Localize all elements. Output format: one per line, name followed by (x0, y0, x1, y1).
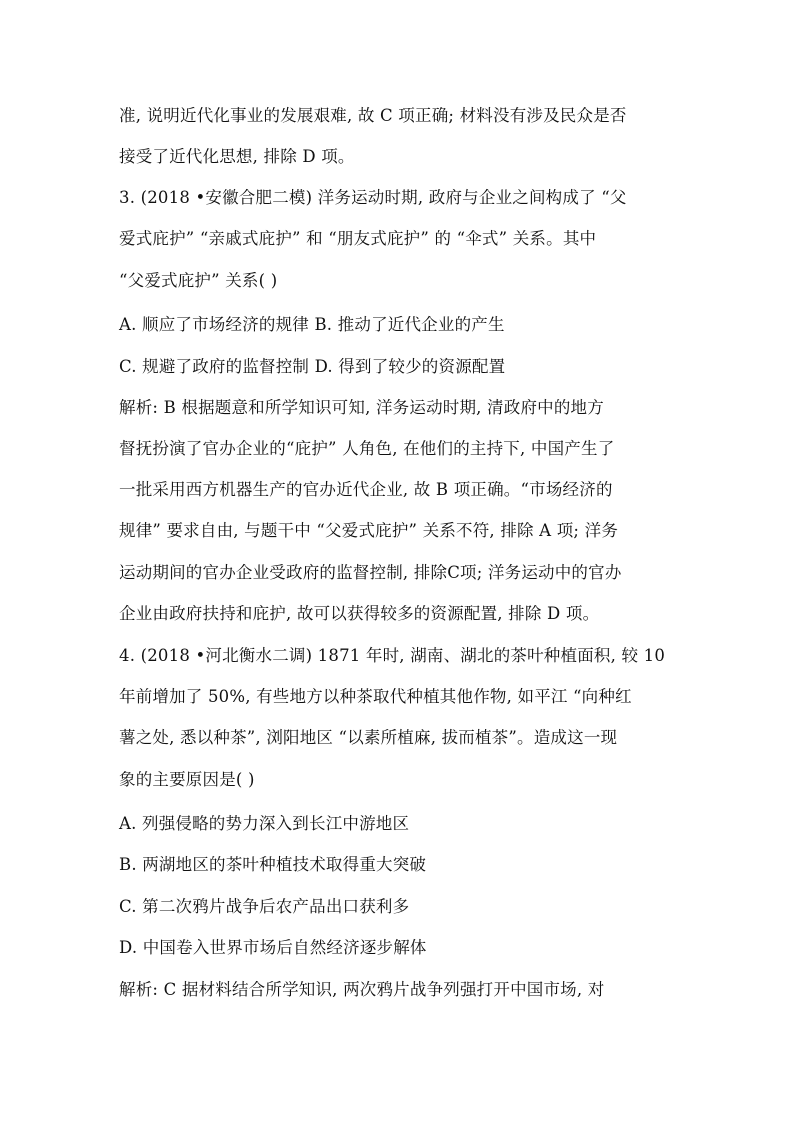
question-3-stem: 3. (2018 •安徽合肥二模) 洋务运动时期, 政府与企业之间构成了 “父 (119, 188, 627, 207)
question-4-stem: 4. (2018 •河北衡水二调) 1871 年时, 湖南、湖北的茶叶种植面积, 较 10 (119, 646, 666, 665)
text-line: 年前增加了 50%, 有些地方以种茶取代种植其他作物, 如平江 “向种红 (119, 687, 632, 706)
question-4-option-b: B. 两湖地区的茶叶种植技术取得重大突破 (119, 855, 427, 874)
text-line: 薯之处, 悉以种茶”, 浏阳地区 “以素所植麻, 拔而植茶”。造成这一现 (119, 728, 618, 747)
question-4-option-a: A. 列强侵略的势力深入到长江中游地区 (119, 814, 410, 833)
text-line: 接受了近代化思想, 排除 D 项。 (119, 147, 355, 166)
text-line: “父爱式庇护” 关系( ) (119, 271, 278, 290)
question-3-options-cd: C. 规避了政府的监督控制 D. 得到了较少的资源配置 (119, 357, 506, 376)
text-line: 象的主要原因是( ) (119, 770, 255, 789)
question-4-option-c: C. 第二次鸦片战争后农产品出口获利多 (119, 897, 410, 916)
text-line: 运动期间的官办企业受政府的监督控制, 排除C项; 洋务运动中的官办 (119, 563, 622, 582)
question-4-analysis: 解析: C 据材料结合所学知识, 两次鸦片战争列强打开中国市场, 对 (119, 980, 605, 999)
question-3-options-ab: A. 顺应了市场经济的规律 B. 推动了近代企业的产生 (119, 315, 505, 334)
text-line: 督抚扮演了官办企业的“庇护” 人角色, 在他们的主持下, 中国产生了 (119, 439, 615, 458)
text-line: 爱式庇护” “亲戚式庇护” 和 “朋友式庇护” 的 “伞式” 关系。其中 (119, 229, 597, 248)
text-line: 企业由政府扶持和庇护, 故可以获得较多的资源配置, 排除 D 项。 (119, 604, 600, 623)
question-4-option-d: D. 中国卷入世界市场后自然经济逐步解体 (119, 938, 427, 957)
text-line: 规律” 要求自由, 与题干中 “父爱式庇护” 关系不符, 排除 A 项; 洋务 (119, 521, 619, 540)
question-3-analysis: 解析: B 根据题意和所学知识可知, 洋务运动时期, 清政府中的地方 (119, 398, 604, 417)
text-line: 一批采用西方机器生产的官办近代企业, 故 B 项正确。“市场经济的 (119, 480, 613, 499)
text-line: 准, 说明近代化事业的发展艰难, 故 C 项正确; 材料没有涉及民众是否 (119, 106, 627, 125)
